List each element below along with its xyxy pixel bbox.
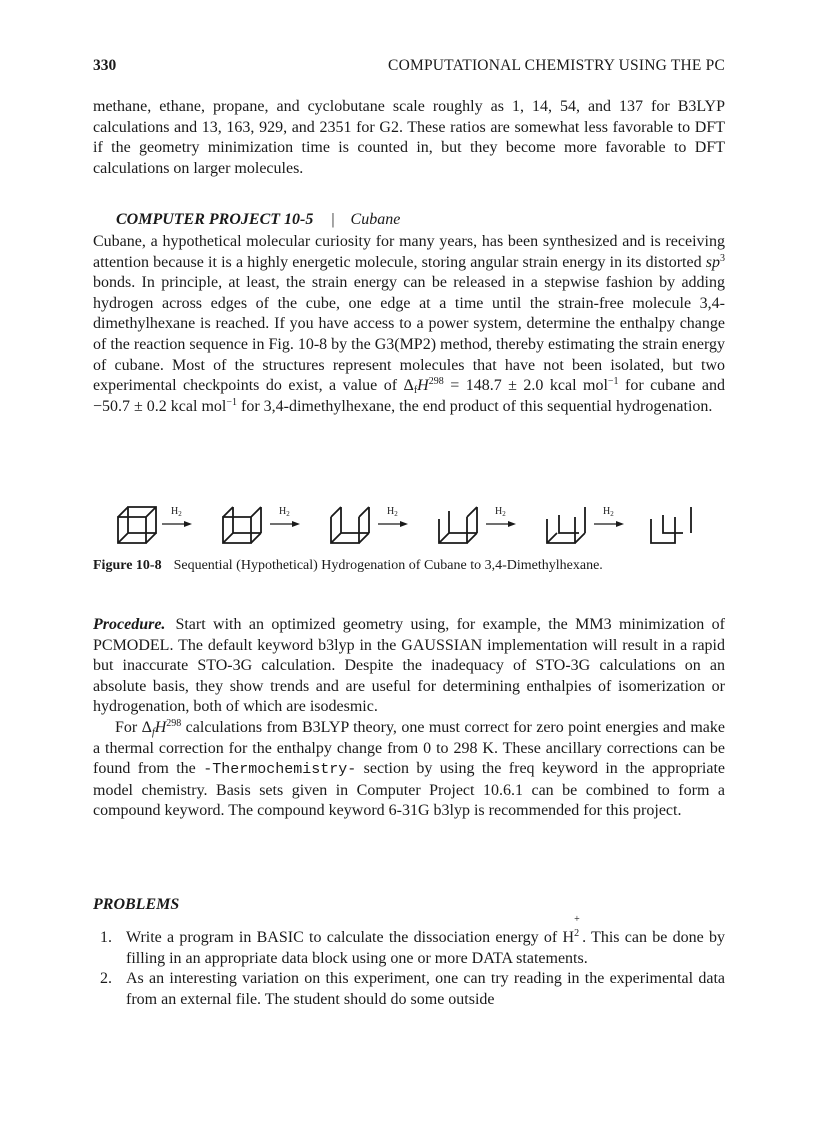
reaction-arrow-5: [594, 521, 624, 527]
problems-heading: PROBLEMS: [93, 896, 180, 913]
thermochemistry-keyword: -Thermochemistry-: [203, 761, 357, 779]
figure-number: Figure 10-8: [93, 558, 162, 573]
reaction-arrow-3: [378, 521, 408, 527]
problems-list: [93, 914, 725, 1010]
arrow-label-h2: $H_2$: [603, 506, 614, 518]
arrow-label-h2: $H_2$: [171, 506, 182, 518]
project-subject: Cubane: [350, 211, 401, 228]
figure-caption-text: Sequential (Hypothetical) Hydrogenation of Cubane to 3,4-Dimethylhexane.: [173, 558, 603, 573]
figure-caption: [93, 558, 725, 574]
procedure-paragraph-2: For $\Delta_fH^{298}$ calculations from B3LYP theory, one must correct for zero point energies and make a thermal correction for the enthalpy change from 0 to 298 K. These ancillary corrections can be found from the -Thermochemistry- section by using the freq keyword in the appropriate model chemistry. Basis sets given in Computer Project 10.6.1 can be combined to form a compound keyword. The compound keyword 6-31G b3lyp is recommended for this project.: [93, 717, 726, 820]
cubane-structure: [118, 507, 156, 543]
project-paragraph: Cubane, a hypothetical molecular curiosity for many years, has been synthesized and is receiving attention because it is a highly energetic molecule, storing angular strain energy in its distorted $sp^3$ bonds. In principle, at least, the strain energy can be released in a stepwise fashion by adding hydrogen across edges of the cube, one edge at a time until the strain-free molecule 3,4-dimethylhexane is reached. If you have access to a power system, determine the enthalpy change of the reaction sequence in Fig. 10-8 by the G3(MP2) method, thereby estimating the strain energy of cubane. Most of the structures represent molecules that have not been isolated, but two experimental checkpoints do exist, a value of $\Delta_fH^{298} = 148.7 \pm 2.0$ kcal mol$^{-1}$ for cubane and −50.7 ± 0.2 kcal mol$^{-1}$ for 3,4-dimethylhexane, the end product of this sequential hydrogenation.: [93, 233, 726, 415]
reaction-scheme: [100, 497, 720, 547]
list-item: 1. Write a program in BASIC to calculate the dissociation energy of H + 2 . This can be done by filling in an appropriate data block using one or more DATA statements.: [100, 914, 725, 967]
intro-paragraph: methane, ethane, propane, and cyclobutane scale roughly as 1, 14, 54, and 137 for B3LYP calculations and 13, 163, 929, and 2351 for G2. These ratios are somewhat less favorable to DFT if the geometry minimization time is counted in, but they become more favorable to DFT calculations on larger molecules.: [93, 98, 725, 177]
project-label: COMPUTER PROJECT 10-5: [116, 211, 314, 228]
intermediate-2-structure: [331, 507, 369, 543]
project-separator: |: [331, 211, 335, 228]
reaction-arrow-1: [162, 521, 192, 527]
figure-hydrogenation-sequence: [100, 497, 720, 547]
page-header: [93, 57, 725, 77]
intermediate-3-structure: [439, 507, 477, 543]
page-number: 330: [93, 57, 117, 74]
intermediate-4-structure: [547, 507, 585, 543]
list-item: 2. As an interesting variation on this experiment, one can try reading in the experimental data from an external file. The student should do some outside: [100, 970, 725, 1008]
arrow-label-h2: $H_2$: [495, 506, 506, 518]
dimethylhexane-structure: [651, 507, 691, 543]
arrow-label-h2: $H_2$: [387, 506, 398, 518]
reaction-arrow-4: [486, 521, 516, 527]
running-title: COMPUTATIONAL CHEMISTRY USING THE PC: [388, 57, 725, 74]
reaction-arrow-2: [270, 521, 300, 527]
procedure-section: [93, 615, 725, 822]
arrow-label-h2: $H_2$: [279, 506, 290, 518]
project-heading: [116, 211, 400, 229]
procedure-label: Procedure.: [93, 616, 166, 633]
intermediate-1-structure: [223, 507, 261, 543]
procedure-paragraph-1: Procedure. Start with an optimized geometry using, for example, the MM3 minimization of PCMODEL. The default keyword b3lyp in the GAUSSIAN implementation will result in a rapid but inaccurate STO-3G calculation. Despite the inadequacy of STO-3G calculations on an absolute basis, they show trends and are useful for determining enthalpies of isomerization or hydrogenation, both of which are isodesmic.: [93, 616, 725, 716]
